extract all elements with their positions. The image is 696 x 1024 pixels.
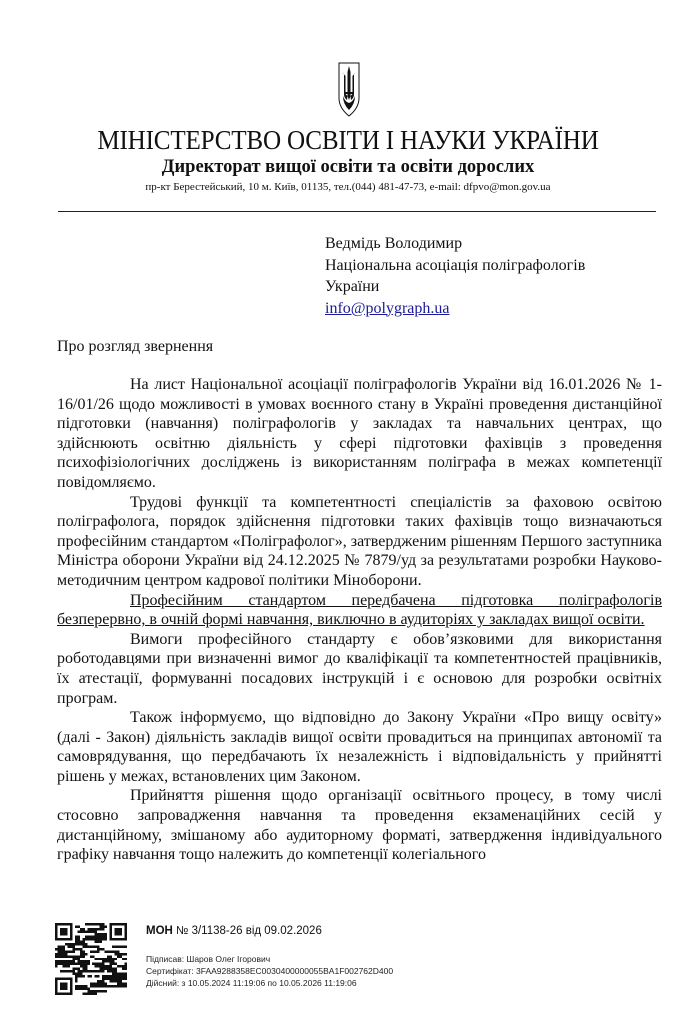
recipient-name: Ведмідь Володимир [325, 235, 463, 252]
directorate-title: Директорат вищої освіти та освіти дорослих [161, 157, 535, 177]
qr-code-icon[interactable] [55, 923, 127, 995]
signature-stamp [55, 923, 455, 1013]
paragraph: Вимоги професійного стандарту є обов’язковими для використання роботодавцями при визначенні вимог до кваліфікації та компетентностей працівників, їх атестації, формуванні посадових інструкцій і є основою для розробки освітніх програм. [57, 630, 662, 707]
paragraph: На лист Національної асоціації поліграфологів України від 16.01.2026 № 1-16/01/26 щодо можливості в умовах воєнного стану в Україні проведення дистанційної підготовки (навчання) поліграфологів у закладах та навчальних центрах, що здійснюють освітню діяльність у сфері підготовки фахівців з проведення психофізіологічних досліджень із використанням поліграфа в межах компетенції повідомляємо. [57, 376, 662, 491]
certificate: Сертифікат: 3FAA9288358EC0030400000055BA1F002762D400 [146, 966, 394, 976]
paragraph: Трудові функції та компетентності спеціалістів за фаховою освітою поліграфолога, порядок здійснення підготовки таких фахівців тощо визначаються професійним стандартом «Поліграфолог», затвердженим рішенням Першого заступника Міністра оборони України від 24.12.2025 № 7879/уд за результатами розробки Науково-методичним центром кадрової політики Міноборони. [57, 493, 662, 589]
trident-coat-of-arms-icon [338, 62, 360, 117]
recipient-email-link[interactable]: info@polygraph.ua [325, 299, 450, 317]
recipient-block [325, 233, 585, 319]
letter-subject: Про розгляд звернення [57, 338, 214, 355]
paragraph: Також інформуємо, що відповідно до Закону України «Про вищу освіту» (далі - Закон) діяльність закладів вищої освіти провадиться на принципах автономії та самоврядування, що передбачають їх незалежність і відповідальність у прийнятті рішень у межах, встановлених цим Законом. [57, 709, 662, 785]
header-divider [58, 211, 656, 212]
ministry-title: МІНІСТЕРСТВО ОСВІТИ І НАУКИ УКРАЇНИ [97, 125, 599, 155]
validity: Дійсний: з 10.05.2024 11:19:06 по 10.05.2026 11:19:06 [146, 978, 357, 988]
recipient-org-line2: України [325, 278, 380, 295]
ministry-address: пр-кт Берестейський, 10 м. Київ, 01135, тел.(044) 481-47-73, e-mail: dfpvo@mon.gov.ua [145, 181, 551, 193]
paragraph: Прийняття рішення щодо організації освітнього процесу, в тому числі стосовно запровадження навчання та проведення екзаменаційних сесій у дистанційному, змішаному або аудиторному форматі, затвердження індивідуального графіку навчання тощо належить до компетенції колегіального [57, 787, 662, 864]
letter-body [57, 375, 662, 865]
signed-by: Підписав: Шаров Олег Ігорович [146, 954, 271, 964]
paragraph-underlined: Професійним стандартом передбачена підготовка поліграфологів безперервно, в очній формі навчання, виключно в аудиторіях у закладах вищої освіти. [57, 591, 662, 629]
registration-number [146, 924, 322, 938]
stamp-org: МОН [146, 925, 173, 937]
recipient-org-line1: Національна асоціація поліграфологів [325, 256, 586, 274]
stamp-reg-number: № 3/1138-26 від 09.02.2026 [176, 925, 322, 937]
